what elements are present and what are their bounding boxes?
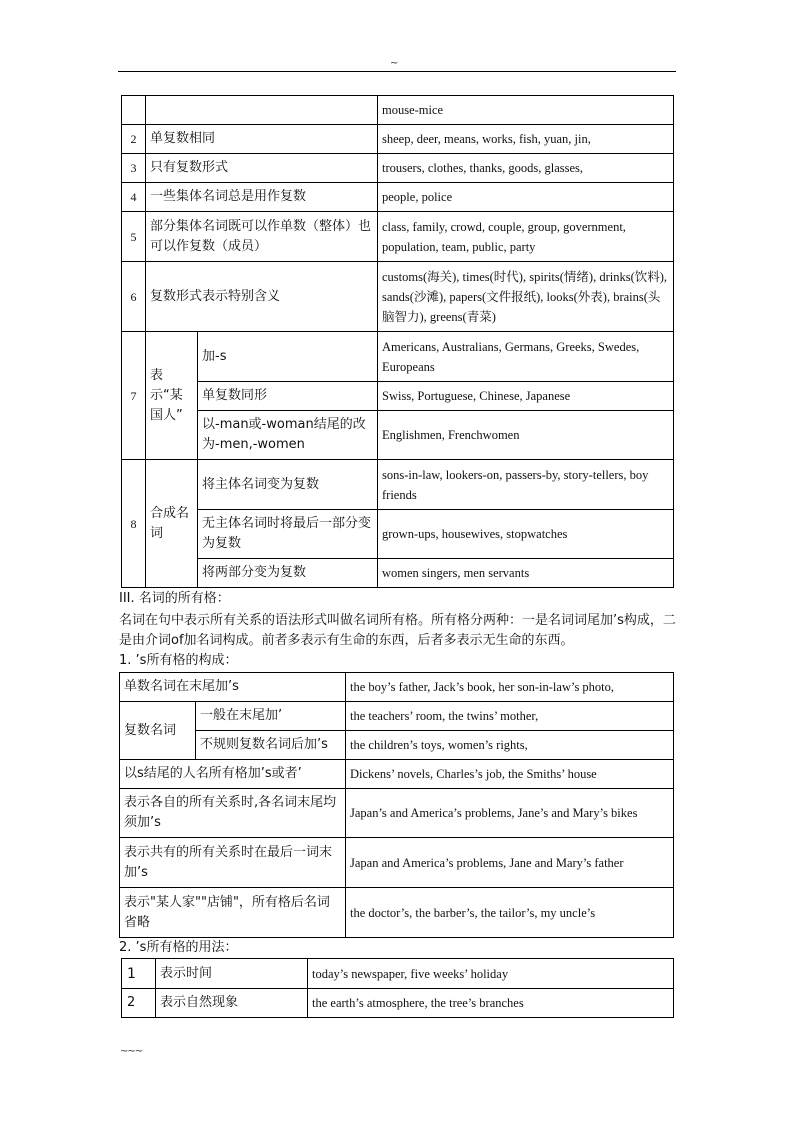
rule-cell: 复数形式表示特别含义 xyxy=(146,262,378,332)
rule-cell: 表示各自的所有关系时,各名词末尾均须加’s xyxy=(120,789,346,838)
header-mark: ~ xyxy=(390,58,399,69)
table-row xyxy=(122,262,674,332)
section-heading: III. 名词的所有格： xyxy=(119,591,230,606)
rule-cell: 以-man或-woman结尾的改为-men,-women xyxy=(198,411,378,460)
table-row xyxy=(122,183,674,212)
row-number: 2 xyxy=(122,989,156,1018)
table-row xyxy=(120,673,674,702)
table-row xyxy=(122,559,674,588)
table-row xyxy=(120,789,674,838)
examples-cell: people, police xyxy=(378,183,674,212)
table-row xyxy=(122,382,674,411)
examples-cell: sons-in-law, lookers-on, passers-by, story-tellers, boy friends xyxy=(378,460,674,510)
rule-cell: 将主体名词变为复数 xyxy=(198,460,378,510)
rule-cell: 表示自然现象 xyxy=(156,989,308,1018)
examples-cell: mouse-mice xyxy=(378,96,674,125)
rule-cell: 一些集体名词总是用作复数 xyxy=(146,183,378,212)
examples-cell: the teachers’ room, the twins’ mother, xyxy=(346,702,674,731)
table-row xyxy=(120,888,674,938)
group-cell: 合成名词 xyxy=(146,460,198,588)
examples-cell: Japan’s and America’s problems, Jane’s and Mary’s bikes xyxy=(346,789,674,838)
rule-cell: 不规则复数名词后加’s xyxy=(196,731,346,760)
table-row xyxy=(120,702,674,731)
examples-cell: the children’s toys, women’s rights, xyxy=(346,731,674,760)
table-row xyxy=(120,731,674,760)
examples-cell: class, family, crowd, couple, group, government, population, team, public, party xyxy=(378,212,674,262)
table-row xyxy=(122,411,674,460)
examples-cell: women singers, men servants xyxy=(378,559,674,588)
rule-cell: 单复数同形 xyxy=(198,382,378,411)
table-row xyxy=(122,332,674,382)
rule-cell: 单复数相同 xyxy=(146,125,378,154)
examples-cell: the doctor’s, the barber’s, the tailor’s, my uncle’s xyxy=(346,888,674,938)
rule-cell: 加-s xyxy=(198,332,378,382)
table-row xyxy=(120,760,674,789)
table-row xyxy=(122,460,674,510)
table-row xyxy=(120,838,674,888)
subsection-heading: 2. ’s所有格的用法： xyxy=(119,940,238,955)
row-number: 1 xyxy=(122,959,156,989)
group-cell: 复数名词 xyxy=(120,702,196,760)
examples-cell: Americans, Australians, Germans, Greeks, Swedes, Europeans xyxy=(378,332,674,382)
examples-cell: trousers, clothes, thanks, goods, glasses, xyxy=(378,154,674,183)
rule-cell: 单数名词在末尾加’s xyxy=(120,673,346,702)
table-row xyxy=(122,989,674,1018)
rule-cell: 只有复数形式 xyxy=(146,154,378,183)
subsection-heading: 1. ’s所有格的构成： xyxy=(119,653,238,668)
row-number: 2 xyxy=(122,125,146,154)
row-number: 7 xyxy=(122,332,146,460)
rule-cell: 表示"某人家""店铺"，所有格后名词省略 xyxy=(120,888,346,938)
header-rule xyxy=(118,71,676,72)
plural-forms-table xyxy=(121,95,674,588)
table-row xyxy=(122,125,674,154)
examples-cell: Dickens’ novels, Charles’s job, the Smiths’ house xyxy=(346,760,674,789)
table-row xyxy=(122,96,674,125)
examples-cell: customs(海关), times(时代), spirits(情绪), drinks(饮料), sands(沙滩), papers(文件报纸), looks(外表), brains(头脑智力), greens(青菜) xyxy=(378,262,674,332)
examples-cell: the boy’s father, Jack’s book, her son-in-law’s photo, xyxy=(346,673,674,702)
group-cell: 表示“某国人” xyxy=(146,332,198,460)
possessive-usage-table xyxy=(121,958,674,1018)
table-row xyxy=(122,510,674,559)
examples-cell: the earth’s atmosphere, the tree’s branches xyxy=(308,989,674,1018)
examples-cell: sheep, deer, means, works, fish, yuan, jin, xyxy=(378,125,674,154)
row-number: 4 xyxy=(122,183,146,212)
examples-cell: today’s newspaper, five weeks’ holiday xyxy=(308,959,674,989)
examples-cell: Englishmen, Frenchwomen xyxy=(378,411,674,460)
table-row xyxy=(122,959,674,989)
section-paragraph: 名词在句中表示所有关系的语法形式叫做名词所有格。所有格分两种：一是名词词尾加’s构成，二是由介词of加名词构成。前者多表示有生命的东西，后者多表示无生命的东西。 xyxy=(119,613,676,648)
rule-cell xyxy=(146,96,378,125)
footer-mark: ~~~ xyxy=(120,1046,143,1057)
rule-cell: 以s结尾的人名所有格加’s或者’ xyxy=(120,760,346,789)
row-number xyxy=(122,96,146,125)
rule-cell: 无主体名词时将最后一部分变为复数 xyxy=(198,510,378,559)
row-number: 8 xyxy=(122,460,146,588)
rule-cell: 一般在末尾加’ xyxy=(196,702,346,731)
rule-cell: 部分集体名词既可以作单数（整体）也可以作复数（成员） xyxy=(146,212,378,262)
rule-cell: 将两部分变为复数 xyxy=(198,559,378,588)
examples-cell: Swiss, Portuguese, Chinese, Japanese xyxy=(378,382,674,411)
examples-cell: Japan and America’s problems, Jane and Mary’s father xyxy=(346,838,674,888)
possessive-formation-table xyxy=(119,672,674,938)
examples-cell: grown-ups, housewives, stopwatches xyxy=(378,510,674,559)
rule-cell: 表示时间 xyxy=(156,959,308,989)
row-number: 5 xyxy=(122,212,146,262)
table-row xyxy=(122,154,674,183)
row-number: 6 xyxy=(122,262,146,332)
row-number: 3 xyxy=(122,154,146,183)
table-row xyxy=(122,212,674,262)
rule-cell: 表示共有的所有关系时在最后一词末加’s xyxy=(120,838,346,888)
